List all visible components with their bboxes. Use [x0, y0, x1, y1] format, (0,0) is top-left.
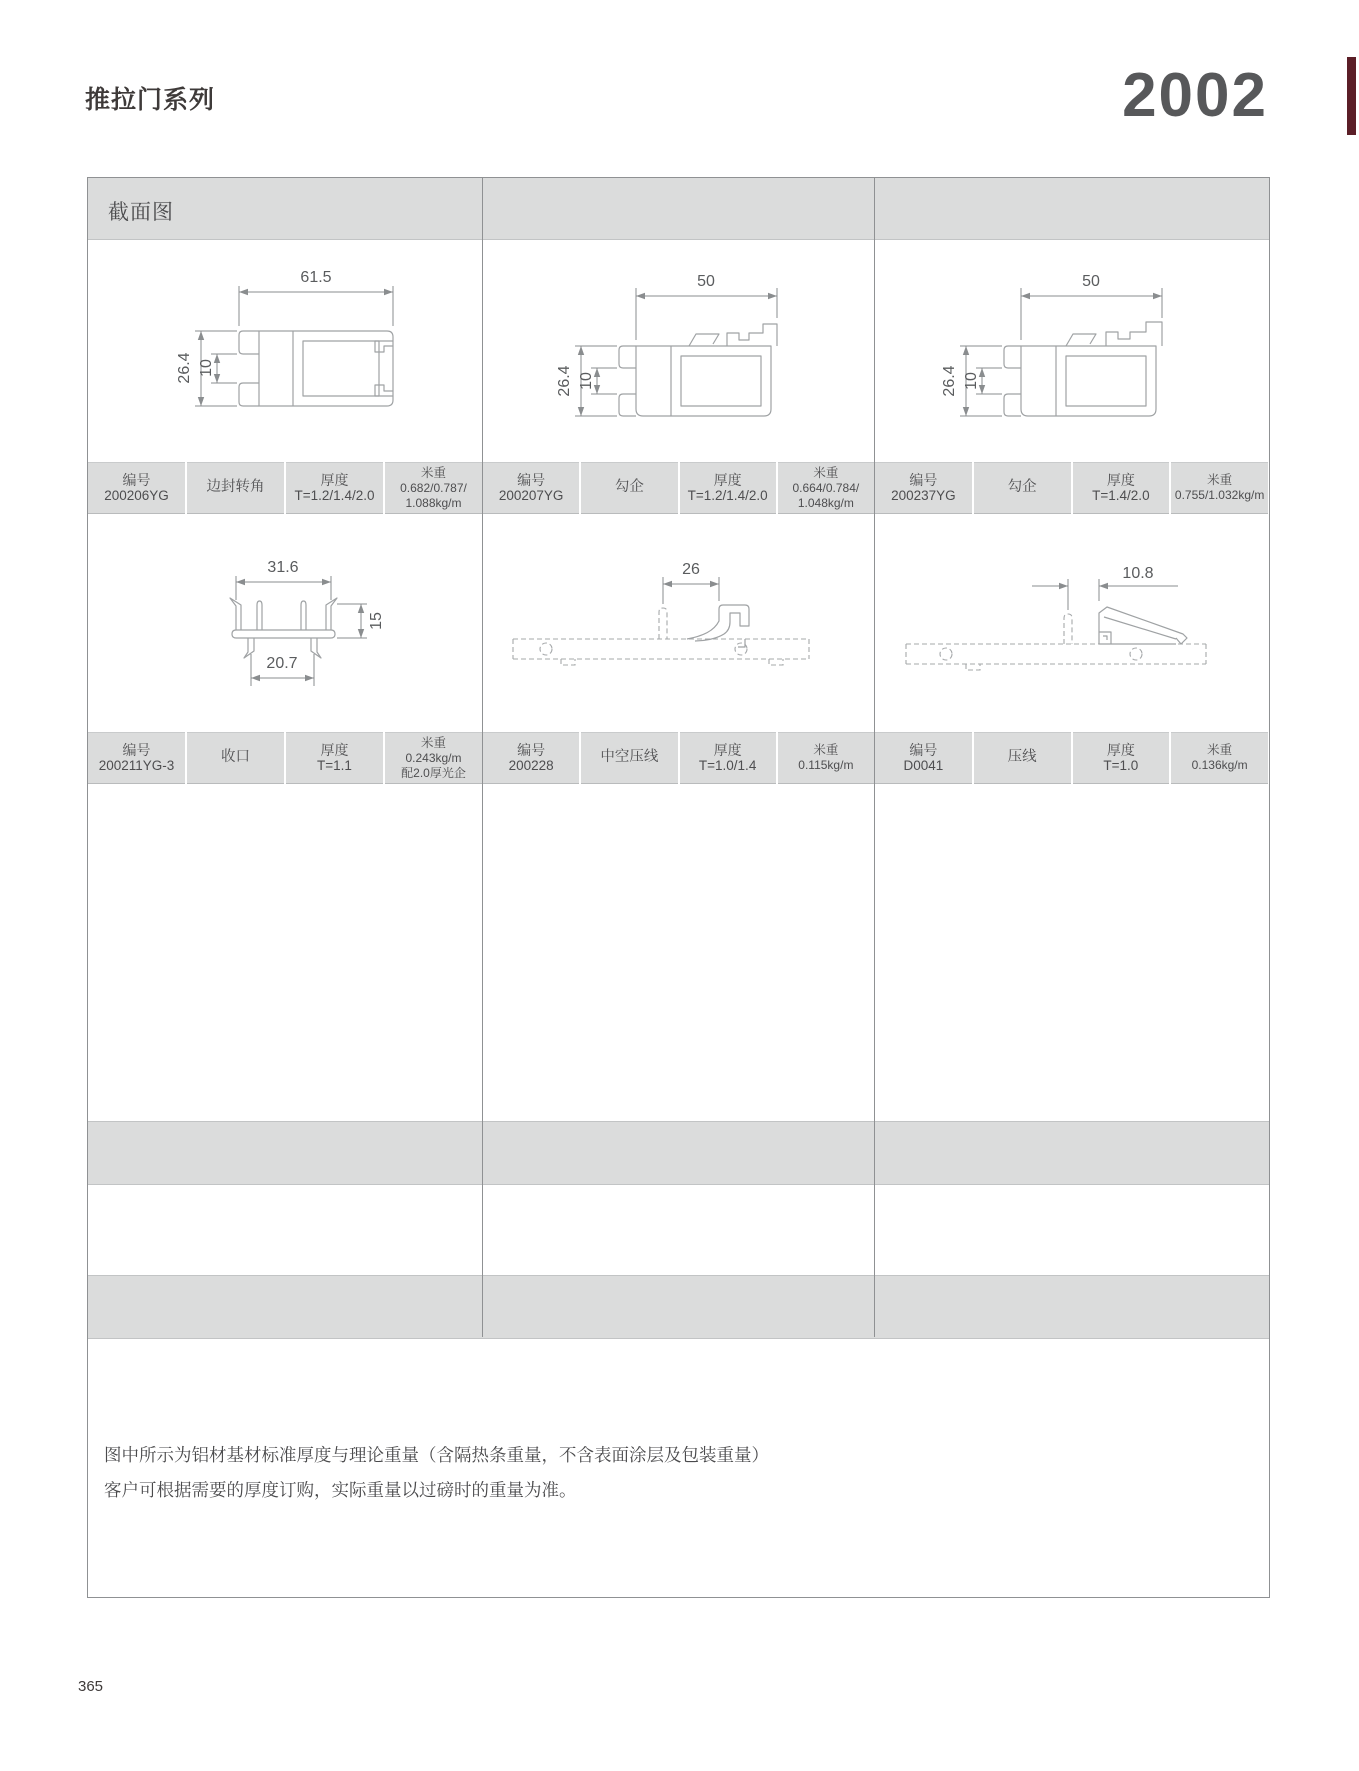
- product-code-cell: 编号 200207YG: [483, 462, 579, 514]
- product-weight-cell: 米重 0.115kg/m: [778, 732, 874, 784]
- section-header: 截面图: [108, 201, 174, 224]
- product-code-cell: 编号 200228: [483, 732, 579, 784]
- dim-bottom-label: 20.7: [266, 655, 298, 672]
- spec-col-200228: [483, 732, 874, 784]
- product-thickness-cell: 厚度 T=1.0: [1073, 732, 1170, 784]
- footnote: [104, 1438, 769, 1508]
- table-header-row: [88, 178, 1269, 240]
- diagram-profile-3: [906, 246, 1186, 461]
- spec-col-200207YG: [483, 462, 874, 514]
- product-thickness-cell: 厚度 T=1.1: [286, 732, 383, 784]
- series-title: 推拉门系列: [85, 86, 216, 114]
- profile-table: [87, 177, 1270, 1598]
- product-name-cell: 勾企: [581, 462, 677, 514]
- page-number: 365: [78, 1678, 104, 1695]
- spec-row-1: [88, 462, 1269, 514]
- column-divider: [482, 178, 483, 1337]
- dim-height-label: 26.4: [176, 352, 193, 384]
- product-thickness-cell: 厚度 T=1.4/2.0: [1073, 462, 1170, 514]
- dim-width-label: 31.6: [267, 559, 299, 576]
- product-code-cell: 编号 200206YG: [88, 462, 185, 514]
- model-number: 2002: [1122, 61, 1268, 130]
- spec-col-200237YG: [875, 462, 1268, 514]
- spec-col-200206YG: [88, 462, 482, 514]
- dim-width-label: 26: [682, 561, 700, 578]
- column-divider: [874, 178, 875, 1337]
- diagram-profile-4: [151, 546, 431, 716]
- product-weight-cell: 米重 0.664/0.784/ 1.048kg/m: [778, 462, 874, 514]
- product-code-cell: 编号 200237YG: [875, 462, 972, 514]
- spec-col-200211YG-3: [88, 732, 482, 784]
- product-weight-cell: 米重 0.682/0.787/ 1.088kg/m: [385, 462, 482, 514]
- product-name-cell: 收口: [187, 732, 284, 784]
- empty-spec-band-1: [88, 1121, 1269, 1185]
- footnote-line-2: 客户可根据需要的厚度订购，实际重量以过磅时的重量为准。: [104, 1480, 577, 1500]
- product-thickness-cell: 厚度 T=1.2/1.4/2.0: [286, 462, 383, 514]
- diagram-profile-5: [501, 533, 841, 683]
- product-code-cell: 编号 D0041: [875, 732, 972, 784]
- diagram-profile-6: [886, 533, 1226, 683]
- dim-inner-label: 10: [578, 372, 595, 390]
- spec-row-2: [88, 732, 1269, 784]
- product-name-cell: 边封转角: [187, 462, 284, 514]
- product-weight-cell: 米重 0.755/1.032kg/m: [1171, 462, 1268, 514]
- empty-spec-band-2: [88, 1275, 1269, 1339]
- product-name-cell: 压线: [974, 732, 1071, 784]
- product-name-cell: 中空压线: [581, 732, 677, 784]
- dim-inner-label: 10: [963, 372, 980, 390]
- product-weight-cell: 米重 0.243kg/m 配2.0厚光企: [385, 732, 482, 784]
- dim-height-label: 15: [368, 612, 385, 630]
- diagram-profile-1: [141, 246, 421, 461]
- dim-height-label: 26.4: [941, 365, 958, 397]
- product-weight-cell: 米重 0.136kg/m: [1171, 732, 1268, 784]
- dim-inner-label: 10: [198, 359, 215, 377]
- product-thickness-cell: 厚度 T=1.0/1.4: [680, 732, 776, 784]
- spec-col-D0041: [875, 732, 1268, 784]
- product-name-cell: 勾企: [974, 462, 1071, 514]
- profile-cross-section-6: [886, 533, 1226, 683]
- product-thickness-cell: 厚度 T=1.2/1.4/2.0: [680, 462, 776, 514]
- accent-bar: [1347, 57, 1356, 135]
- dim-height-label: 26.4: [556, 365, 573, 397]
- profile-cross-section-5: [501, 533, 841, 683]
- dim-width-label: 50: [1082, 273, 1100, 290]
- footnote-line-1: 图中所示为铝材基材标准厚度与理论重量（含隔热条重量，不含表面涂层及包装重量）: [104, 1445, 769, 1465]
- dim-width-label: 61.5: [300, 269, 332, 286]
- diagram-profile-2: [521, 246, 801, 461]
- dim-width-label: 10.8: [1122, 565, 1154, 582]
- product-code-cell: 编号 200211YG-3: [88, 732, 185, 784]
- dim-width-label: 50: [697, 273, 715, 290]
